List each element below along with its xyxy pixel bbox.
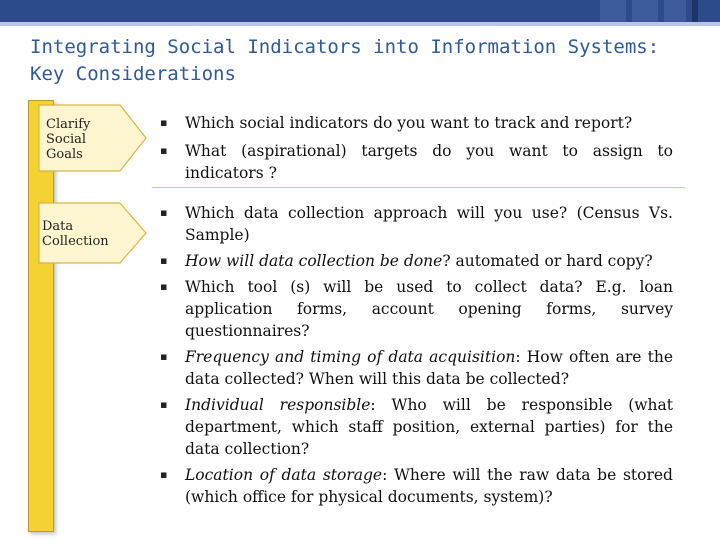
bullet-text: ? automated or hard copy?: [442, 252, 653, 270]
bullet-marker-icon: ▪: [160, 116, 168, 129]
step-label-data-collection: Data Collection: [42, 219, 109, 249]
bullet-text: Which tool (s) will be used to collect data? E.g. loan application forms, account opening forms, survey questionnaires?: [185, 278, 673, 340]
list-item: [160, 112, 673, 134]
header-block: [600, 0, 626, 22]
bullet-marker-icon: ▪: [160, 206, 168, 219]
bullet-marker-icon: ▪: [160, 280, 168, 293]
bullet-text: Which data collection approach will you use? (Census Vs. Sample): [185, 204, 673, 244]
section-divider: [152, 187, 685, 188]
bullet-marker-icon: ▪: [160, 350, 168, 363]
slide-title: Integrating Social Indicators into Information Systems: Key Considerations: [30, 36, 660, 85]
list-item: [160, 140, 673, 184]
list-item: [160, 250, 673, 272]
bullet-lead: Location of data storage: [185, 466, 383, 484]
step-label-clarify-goals: Clarify Social Goals: [46, 117, 91, 162]
header-block: [692, 0, 698, 22]
bullet-text: : How often are the data collected? When will this data be collected?: [185, 348, 673, 388]
bullet-lead: How will data collection be done: [185, 252, 443, 270]
goals-bullet-list: [160, 112, 673, 190]
list-item: [160, 464, 673, 508]
header-bar: [0, 0, 720, 22]
bullet-lead: Individual responsible: [185, 396, 371, 414]
bullet-text: : Where will the raw data be stored (which office for physical documents, system)?: [185, 466, 673, 506]
list-item: [160, 394, 673, 460]
bullet-marker-icon: ▪: [160, 144, 168, 157]
header-block: [664, 0, 686, 22]
bullet-marker-icon: ▪: [160, 398, 168, 411]
bullet-marker-icon: ▪: [160, 254, 168, 267]
bullet-text: What (aspirational) targets do you want to assign to indicators ?: [185, 142, 673, 182]
bullet-text: : Who will be responsible (what department, which staff position, external parties) for the data collection?: [185, 396, 674, 458]
list-item: [160, 276, 673, 342]
list-item: [160, 202, 673, 246]
list-item: [160, 346, 673, 390]
header-stripe: [0, 22, 720, 26]
header-block: [632, 0, 658, 22]
collection-bullet-list: [160, 202, 673, 512]
bullet-text: Which social indicators do you want to track and report?: [185, 114, 633, 132]
bullet-marker-icon: ▪: [160, 468, 168, 481]
bullet-lead: Frequency and timing of data acquisition: [185, 348, 516, 366]
